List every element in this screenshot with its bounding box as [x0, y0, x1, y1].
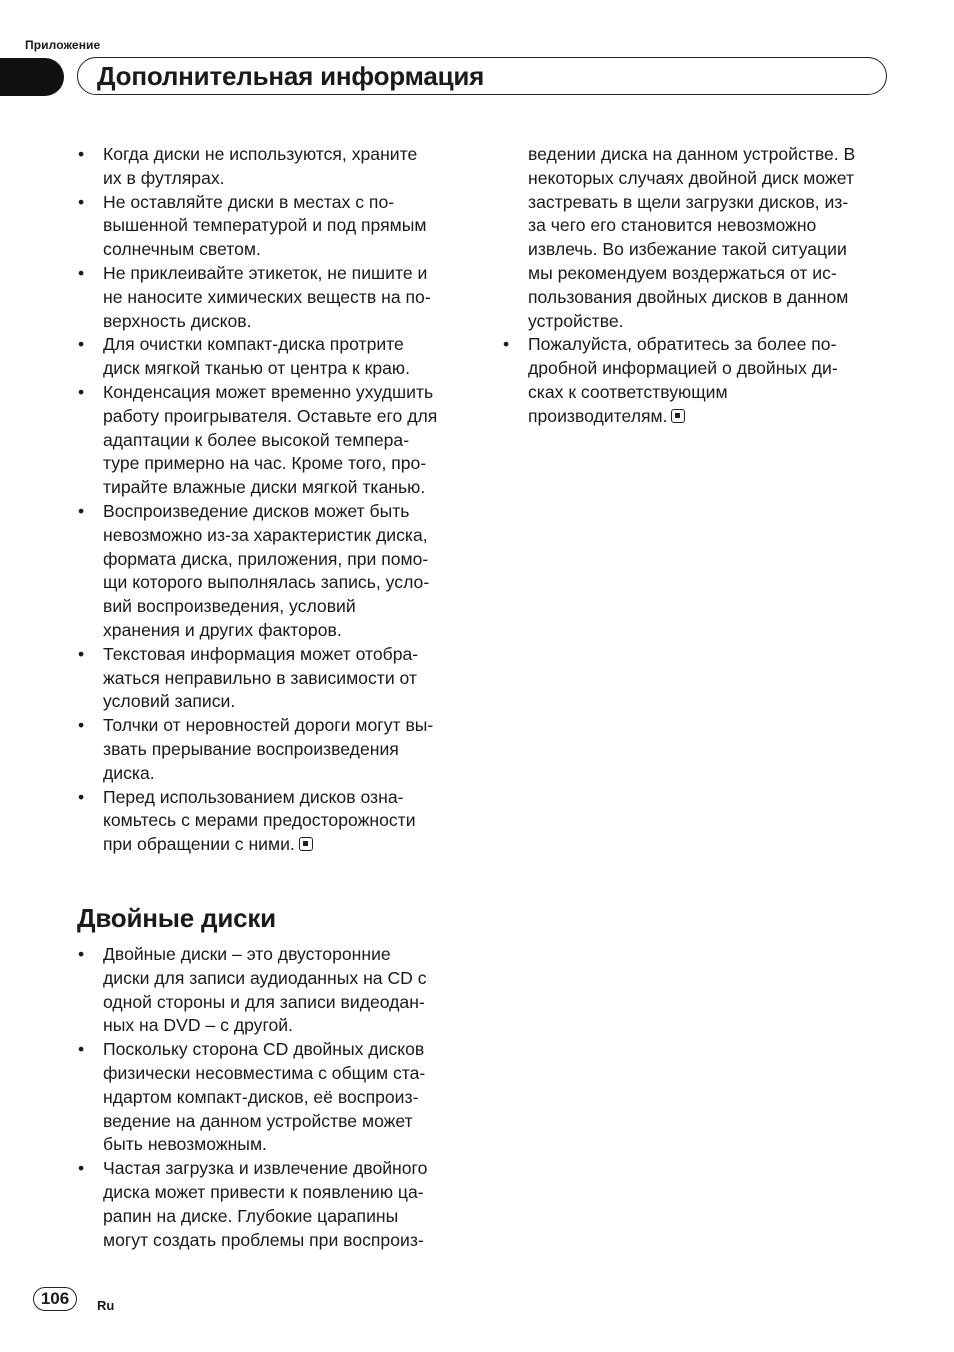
list-item [77, 500, 477, 643]
list-item [77, 143, 477, 191]
list-item [502, 143, 902, 333]
text-line: производителям. [528, 405, 902, 429]
text-line: • Для очистки компакт-диска протрите [103, 334, 404, 355]
dual-discs-list [77, 943, 477, 1252]
text-line: • Конденсация может временно ухудшить [103, 381, 434, 402]
end-of-section-icon [671, 409, 685, 423]
text-line: • Воспроизведение дисков может быть [103, 500, 410, 521]
text-line: диск мягкой тканью от центра к краю. [103, 358, 410, 379]
dual-discs-column [77, 943, 477, 1252]
text-line: быть невозможным. [103, 1134, 267, 1155]
left-column [77, 143, 477, 857]
section-label: Приложение [25, 38, 101, 52]
text-line: могут создать проблемы при воспроиз- [103, 1229, 424, 1250]
text-line: • Пожалуйста, обратитесь за более по- [528, 334, 837, 355]
list-item [77, 333, 477, 381]
text-line: застревать в щели загрузки дисков, из- [528, 191, 849, 212]
section-heading-dual-discs: Двойные диски [77, 903, 276, 933]
text-line: верхность дисков. [103, 310, 252, 331]
text-line: устройстве. [528, 310, 624, 331]
text-line: • Когда диски не используются, храните [103, 144, 418, 164]
page-number: 106 [33, 1287, 77, 1311]
text-line: хранения и других факторов. [103, 619, 342, 640]
text-line: жаться неправильно в зависимости от [103, 667, 417, 688]
text-line: их в футлярах. [103, 167, 225, 188]
text-line: пользования двойных дисков в данном [528, 286, 849, 307]
list-item [77, 191, 477, 262]
list-item [77, 643, 477, 714]
text-line: работу проигрывателя. Оставьте его для [103, 405, 438, 426]
text-line: диска может привести к появлению ца- [103, 1181, 424, 1202]
list-item [77, 1157, 477, 1252]
text-line: вий воспроизведения, условий [103, 596, 356, 617]
text-line: • Текстовая информация может отобра- [103, 643, 419, 664]
page-title: Дополнительная информация [97, 61, 485, 91]
text-line: одной стороны и для записи видеодан- [103, 991, 425, 1012]
end-of-section-icon [299, 837, 313, 851]
right-column [502, 143, 902, 429]
text-line: диски для записи аудиоданных на CD с [103, 967, 427, 988]
text-line: адаптации к более высокой темпера- [103, 429, 410, 450]
list-item [502, 333, 902, 428]
text-line: не наносите химических веществ на по- [103, 286, 431, 307]
text-line: • Перед использованием дисков озна- [103, 786, 404, 807]
text-line: мы рекомендуем воздержаться от ис- [528, 262, 837, 283]
text-line: извлечь. Во избежание такой ситуации [528, 239, 847, 260]
text-line: диска. [103, 762, 155, 783]
list-item [77, 381, 477, 500]
list-item [77, 1038, 477, 1157]
right-list [502, 143, 902, 429]
text-line: • Поскольку сторона CD двойных дисков [103, 1039, 425, 1060]
text-line: дробной информацией о двойных ди- [528, 358, 838, 379]
text-line: при обращении с ними. [103, 833, 477, 857]
title-tab-marker [0, 58, 64, 96]
list-item [77, 714, 477, 785]
text-line: невозможно из-за характеристик диска, [103, 524, 428, 545]
text-line: • Частая загрузка и извлечение двойного [103, 1158, 428, 1179]
text-line: • Двойные диски – это двусторонние [103, 944, 391, 964]
text-line: некоторых случаях двойной диск может [528, 167, 855, 188]
text-line: рапин на диске. Глубокие царапины [103, 1205, 399, 1226]
text-line: формата диска, приложения, при помо- [103, 548, 429, 569]
text-line: • Толчки от неровностей дороги могут вы- [103, 715, 434, 736]
text-line: • Не приклеивайте этикеток, не пишите и [103, 262, 428, 283]
text-line: условий записи. [103, 691, 236, 712]
text-line: сках к соответствующим [528, 381, 728, 402]
list-item [77, 786, 477, 857]
text-line: ных на DVD – с другой. [103, 1015, 294, 1036]
language-code: Ru [97, 1298, 115, 1313]
disc-care-list [77, 143, 477, 857]
text-line: комьтесь с мерами предосторожности [103, 810, 416, 831]
text-line: тирайте влажные диски мягкой тканью. [103, 477, 426, 498]
text-line: ведение на данном устройстве может [103, 1110, 413, 1131]
text-line: физически несовместима с общим ста- [103, 1062, 426, 1083]
text-line: ведении диска на данном устройстве. В [528, 144, 856, 164]
text-line: вышенной температурой и под прямым [103, 215, 427, 236]
text-line: туре примерно на час. Кроме того, про- [103, 453, 427, 474]
text-line: солнечным светом. [103, 239, 261, 260]
text-line: ндартом компакт-дисков, её воспроиз- [103, 1086, 419, 1107]
list-item [77, 943, 477, 1038]
text-line: за чего его становится невозможно [528, 215, 817, 236]
text-line: щи которого выполнялась запись, усло- [103, 572, 430, 593]
text-line: • Не оставляйте диски в местах с по- [103, 191, 395, 212]
list-item [77, 262, 477, 333]
text-line: звать прерывание воспроизведения [103, 738, 399, 759]
